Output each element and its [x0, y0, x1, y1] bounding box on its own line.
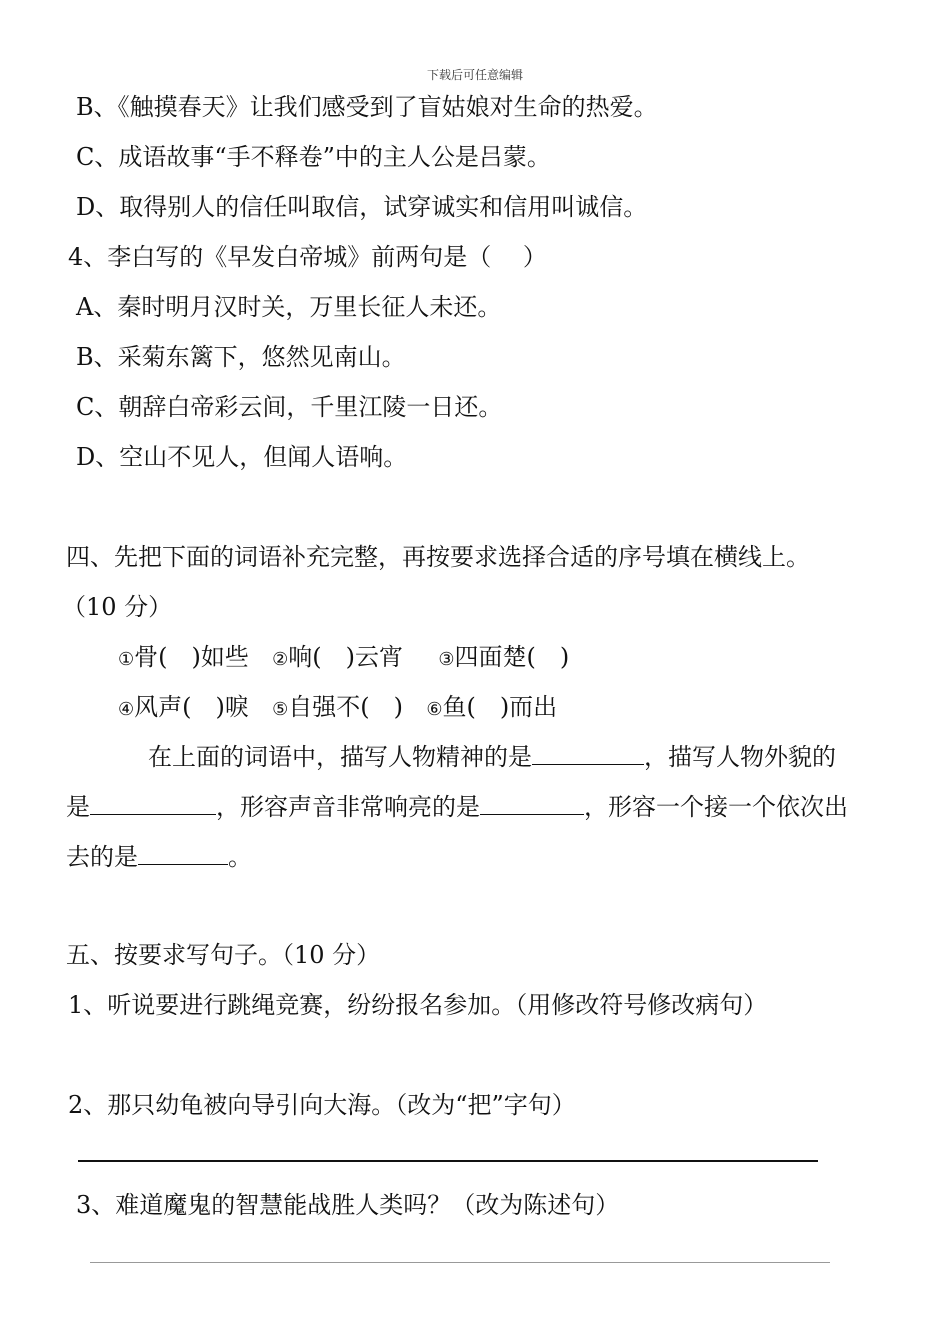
- q4-option-a: A、秦时明月汉时关，万里长征人未还。: [76, 293, 502, 321]
- q4-option-c: C、朝辞白帝彩云间，千里江陵一日还。: [76, 393, 503, 421]
- paragraph-text: ，形容一个接一个依次出: [584, 793, 848, 821]
- paragraph-text: 是: [66, 793, 90, 821]
- answer-blank[interactable]: [532, 742, 644, 765]
- word-item: 响( )云宵: [288, 643, 404, 671]
- word-item: 自强不( ): [288, 693, 404, 721]
- word-item: 骨( )如些: [134, 643, 249, 671]
- fill-line-3: [66, 842, 252, 872]
- word-num: ②: [272, 649, 289, 670]
- section4-title: 四、先把下面的词语补充完整，再按要求选择合适的序号填在横线上。: [66, 543, 810, 571]
- q4-option-d: D、空山不见人，但闻人语响。: [76, 443, 408, 471]
- paragraph-text: ，描写人物外貌的: [644, 743, 836, 771]
- paragraph-text: 去的是: [66, 843, 138, 871]
- word-row-2: [118, 692, 557, 725]
- word-item: 鱼( )而出: [442, 693, 558, 721]
- answer-line[interactable]: [78, 1160, 818, 1162]
- word-num: ⑤: [272, 699, 289, 720]
- section5-item-1: 1、听说要进行跳绳竞赛，纷纷报名参加。（用修改符号修改病句）: [68, 991, 768, 1019]
- section5-title: 五、按要求写句子。（10 分）: [66, 941, 381, 969]
- word-item: 四面楚( ): [454, 643, 570, 671]
- answer-blank[interactable]: [138, 842, 228, 865]
- paragraph-text: ，形容声音非常响亮的是: [216, 793, 480, 821]
- fill-line-2: [66, 792, 848, 822]
- word-num: ①: [118, 649, 135, 670]
- word-num: ③: [438, 649, 455, 670]
- word-num: ⑥: [426, 699, 443, 720]
- q3-option-b: B、《触摸春天》让我们感受到了盲姑娘对生命的热爱。: [76, 93, 658, 121]
- answer-line[interactable]: [90, 1262, 830, 1263]
- word-num: ④: [118, 699, 135, 720]
- answer-blank[interactable]: [480, 792, 584, 815]
- section5-item-2: 2、那只幼龟被向导引向大海。（改为“把”字句）: [68, 1091, 576, 1119]
- word-item: 风声( )唳: [134, 693, 249, 721]
- fill-line-1: [148, 742, 836, 772]
- section4-score: （10 分）: [62, 593, 173, 621]
- word-row-1: [118, 642, 569, 675]
- q3-option-c: C、成语故事“手不释卷”中的主人公是吕蒙。: [76, 143, 551, 171]
- q4-stem: 4、李白写的《早发白帝城》前两句是（ ）: [68, 243, 547, 271]
- answer-blank[interactable]: [90, 792, 216, 815]
- paragraph-text: 。: [228, 843, 252, 871]
- page-header: 下载后可任意编辑: [426, 68, 523, 82]
- section5-item-3: 3、难道魔鬼的智慧能战胜人类吗？（改为陈述句）: [76, 1191, 620, 1219]
- q3-option-d: D、取得别人的信任叫取信，试穿诚实和信用叫诚信。: [76, 193, 648, 221]
- paragraph-text: 在上面的词语中，描写人物精神的是: [148, 743, 532, 771]
- q4-option-b: B、采菊东篱下，悠然见南山。: [76, 343, 406, 371]
